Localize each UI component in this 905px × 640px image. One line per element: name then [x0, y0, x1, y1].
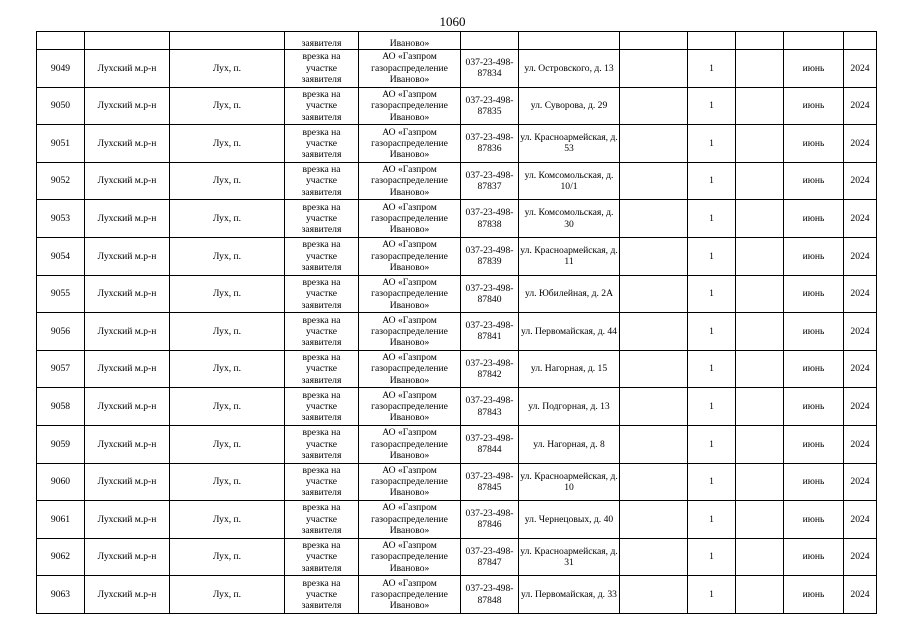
cell-district: Лухский м.р-н — [85, 162, 170, 200]
cell-work-type: врезка на участке заявителя — [285, 162, 359, 200]
cell-year: 2024 — [844, 576, 877, 614]
table-row — [37, 162, 877, 200]
cell-organization: АО «Газпром газораспределение Иваново» — [359, 501, 461, 539]
cell-address: ул. Красноармейская, д. 31 — [519, 538, 620, 576]
cell-empty-1 — [620, 237, 688, 275]
cell-settlement: Лух, п. — [170, 425, 285, 463]
cell-work-type: врезка на участке заявителя — [285, 501, 359, 539]
cell-year: 2024 — [844, 425, 877, 463]
cell-num: 9055 — [37, 275, 85, 313]
cell-settlement: Лух, п. — [170, 350, 285, 388]
cell-qty: 1 — [688, 576, 736, 614]
cell-num: 9056 — [37, 313, 85, 351]
cell-work-type: заявителя — [285, 32, 359, 50]
cell-empty-1 — [620, 425, 688, 463]
cell-empty-1 — [620, 50, 688, 88]
cell-month: июнь — [784, 237, 844, 275]
cell-qty: 1 — [688, 350, 736, 388]
cell-qty: 1 — [688, 501, 736, 539]
cell-empty-1 — [620, 388, 688, 426]
cell-empty-2 — [736, 313, 784, 351]
table-row — [37, 463, 877, 501]
cell-address: ул. Первомайская, д. 44 — [519, 313, 620, 351]
cell-code: 037-23-498-87840 — [461, 275, 519, 313]
table-row — [37, 350, 877, 388]
table-row — [37, 275, 877, 313]
cell-work-type: врезка на участке заявителя — [285, 125, 359, 163]
cell-district: Лухский м.р-н — [85, 275, 170, 313]
cell-year — [844, 32, 877, 50]
cell-year: 2024 — [844, 125, 877, 163]
cell-address: ул. Комсомольская, д. 30 — [519, 200, 620, 238]
cell-empty-1 — [620, 350, 688, 388]
cell-work-type: врезка на участке заявителя — [285, 388, 359, 426]
cell-qty: 1 — [688, 275, 736, 313]
cell-organization: АО «Газпром газораспределение Иваново» — [359, 576, 461, 614]
cell-empty-1 — [620, 576, 688, 614]
cell-empty-2 — [736, 87, 784, 125]
cell-qty: 1 — [688, 388, 736, 426]
cell-empty-2 — [736, 275, 784, 313]
cell-empty-1 — [620, 538, 688, 576]
cell-organization: АО «Газпром газораспределение Иваново» — [359, 538, 461, 576]
cell-settlement: Лух, п. — [170, 576, 285, 614]
cell-month — [784, 32, 844, 50]
cell-year: 2024 — [844, 162, 877, 200]
cell-address: ул. Красноармейская, д. 10 — [519, 463, 620, 501]
cell-year: 2024 — [844, 50, 877, 88]
cell-month: июнь — [784, 538, 844, 576]
table-row — [37, 50, 877, 88]
cell-month: июнь — [784, 425, 844, 463]
gas-connection-table — [36, 31, 877, 614]
cell-month: июнь — [784, 87, 844, 125]
cell-settlement: Лух, п. — [170, 125, 285, 163]
cell-num: 9052 — [37, 162, 85, 200]
table-row — [37, 576, 877, 614]
cell-num: 9063 — [37, 576, 85, 614]
cell-organization: АО «Газпром газораспределение Иваново» — [359, 200, 461, 238]
cell-code: 037-23-498-87838 — [461, 200, 519, 238]
cell-code: 037-23-498-87847 — [461, 538, 519, 576]
cell-num: 9061 — [37, 501, 85, 539]
cell-settlement: Лух, п. — [170, 501, 285, 539]
cell-qty: 1 — [688, 200, 736, 238]
cell-num: 9054 — [37, 237, 85, 275]
table-row — [37, 87, 877, 125]
cell-work-type: врезка на участке заявителя — [285, 200, 359, 238]
cell-address: ул. Комсомольская, д. 10/1 — [519, 162, 620, 200]
cell-district: Лухский м.р-н — [85, 313, 170, 351]
table-row — [37, 425, 877, 463]
cell-organization: АО «Газпром газораспределение Иваново» — [359, 87, 461, 125]
cell-month: июнь — [784, 313, 844, 351]
cell-settlement: Лух, п. — [170, 463, 285, 501]
cell-district: Лухский м.р-н — [85, 200, 170, 238]
cell-year: 2024 — [844, 388, 877, 426]
table-body — [37, 32, 877, 614]
cell-organization: АО «Газпром газораспределение Иваново» — [359, 162, 461, 200]
cell-district: Лухский м.р-н — [85, 425, 170, 463]
cell-code: 037-23-498-87835 — [461, 87, 519, 125]
cell-work-type: врезка на участке заявителя — [285, 313, 359, 351]
cell-address — [519, 32, 620, 50]
cell-num: 9057 — [37, 350, 85, 388]
cell-empty-2 — [736, 425, 784, 463]
cell-work-type: врезка на участке заявителя — [285, 87, 359, 125]
cell-month: июнь — [784, 576, 844, 614]
cell-year: 2024 — [844, 501, 877, 539]
cell-address: ул. Красноармейская, д. 11 — [519, 237, 620, 275]
cell-num: 9058 — [37, 388, 85, 426]
cell-work-type: врезка на участке заявителя — [285, 463, 359, 501]
cell-qty: 1 — [688, 425, 736, 463]
cell-address: ул. Красноармейская, д. 53 — [519, 125, 620, 163]
cell-district: Лухский м.р-н — [85, 538, 170, 576]
cell-address: ул. Первомайская, д. 33 — [519, 576, 620, 614]
cell-work-type: врезка на участке заявителя — [285, 538, 359, 576]
cell-qty: 1 — [688, 237, 736, 275]
cell-address: ул. Чернецовых, д. 40 — [519, 501, 620, 539]
cell-district — [85, 32, 170, 50]
cell-organization: АО «Газпром газораспределение Иваново» — [359, 50, 461, 88]
cell-settlement: Лух, п. — [170, 200, 285, 238]
cell-district: Лухский м.р-н — [85, 87, 170, 125]
cell-month: июнь — [784, 275, 844, 313]
cell-qty: 1 — [688, 538, 736, 576]
cell-address: ул. Юбилейная, д. 2А — [519, 275, 620, 313]
cell-empty-1 — [620, 275, 688, 313]
cell-month: июнь — [784, 388, 844, 426]
cell-year: 2024 — [844, 275, 877, 313]
table-row — [37, 538, 877, 576]
cell-address: ул. Нагорная, д. 8 — [519, 425, 620, 463]
table-row — [37, 388, 877, 426]
cell-organization: АО «Газпром газораспределение Иваново» — [359, 125, 461, 163]
cell-district: Лухский м.р-н — [85, 125, 170, 163]
cell-empty-2 — [736, 388, 784, 426]
table-row — [37, 200, 877, 238]
cell-address: ул. Подгорная, д. 13 — [519, 388, 620, 426]
cell-address: ул. Нагорная, д. 15 — [519, 350, 620, 388]
cell-organization: АО «Газпром газораспределение Иваново» — [359, 463, 461, 501]
cell-num: 9050 — [37, 87, 85, 125]
cell-num: 9060 — [37, 463, 85, 501]
cell-code: 037-23-498-87845 — [461, 463, 519, 501]
table-row — [37, 125, 877, 163]
cell-settlement: Лух, п. — [170, 87, 285, 125]
cell-empty-2 — [736, 463, 784, 501]
cell-address: ул. Суворова, д. 29 — [519, 87, 620, 125]
cell-settlement: Лух, п. — [170, 388, 285, 426]
cell-qty: 1 — [688, 162, 736, 200]
cell-month: июнь — [784, 350, 844, 388]
cell-organization: АО «Газпром газораспределение Иваново» — [359, 350, 461, 388]
cell-district: Лухский м.р-н — [85, 237, 170, 275]
cell-empty-2 — [736, 350, 784, 388]
cell-empty-1 — [620, 125, 688, 163]
cell-empty-2 — [736, 200, 784, 238]
cell-work-type: врезка на участке заявителя — [285, 50, 359, 88]
cell-code: 037-23-498-87843 — [461, 388, 519, 426]
cell-organization: АО «Газпром газораспределение Иваново» — [359, 313, 461, 351]
cell-code: 037-23-498-87839 — [461, 237, 519, 275]
table-row — [37, 313, 877, 351]
cell-empty-2 — [736, 538, 784, 576]
table-row — [37, 501, 877, 539]
cell-organization: АО «Газпром газораспределение Иваново» — [359, 388, 461, 426]
continued-row — [37, 32, 877, 50]
cell-month: июнь — [784, 50, 844, 88]
cell-year: 2024 — [844, 87, 877, 125]
cell-qty — [688, 32, 736, 50]
cell-settlement: Лух, п. — [170, 313, 285, 351]
cell-num — [37, 32, 85, 50]
cell-month: июнь — [784, 125, 844, 163]
cell-settlement: Лух, п. — [170, 237, 285, 275]
cell-year: 2024 — [844, 237, 877, 275]
cell-month: июнь — [784, 501, 844, 539]
cell-empty-1 — [620, 87, 688, 125]
cell-work-type: врезка на участке заявителя — [285, 350, 359, 388]
cell-code: 037-23-498-87848 — [461, 576, 519, 614]
cell-num: 9051 — [37, 125, 85, 163]
cell-month: июнь — [784, 162, 844, 200]
cell-qty: 1 — [688, 125, 736, 163]
cell-code — [461, 32, 519, 50]
cell-empty-1 — [620, 162, 688, 200]
cell-empty-2 — [736, 50, 784, 88]
cell-district: Лухский м.р-н — [85, 50, 170, 88]
cell-empty-2 — [736, 32, 784, 50]
cell-empty-2 — [736, 237, 784, 275]
cell-qty: 1 — [688, 463, 736, 501]
cell-code: 037-23-498-87834 — [461, 50, 519, 88]
cell-organization: АО «Газпром газораспределение Иваново» — [359, 237, 461, 275]
cell-month: июнь — [784, 200, 844, 238]
cell-district: Лухский м.р-н — [85, 388, 170, 426]
cell-year: 2024 — [844, 463, 877, 501]
cell-empty-1 — [620, 32, 688, 50]
cell-code: 037-23-498-87837 — [461, 162, 519, 200]
cell-address: ул. Островского, д. 13 — [519, 50, 620, 88]
cell-empty-2 — [736, 162, 784, 200]
cell-empty-2 — [736, 576, 784, 614]
cell-year: 2024 — [844, 200, 877, 238]
cell-qty: 1 — [688, 50, 736, 88]
cell-code: 037-23-498-87836 — [461, 125, 519, 163]
cell-empty-2 — [736, 125, 784, 163]
cell-work-type: врезка на участке заявителя — [285, 425, 359, 463]
cell-num: 9059 — [37, 425, 85, 463]
cell-empty-1 — [620, 463, 688, 501]
cell-empty-1 — [620, 313, 688, 351]
cell-empty-1 — [620, 200, 688, 238]
table-row — [37, 237, 877, 275]
cell-organization: АО «Газпром газораспределение Иваново» — [359, 425, 461, 463]
cell-organization: АО «Газпром газораспределение Иваново» — [359, 275, 461, 313]
cell-month: июнь — [784, 463, 844, 501]
cell-num: 9062 — [37, 538, 85, 576]
cell-organization: Иваново» — [359, 32, 461, 50]
cell-settlement: Лух, п. — [170, 50, 285, 88]
cell-district: Лухский м.р-н — [85, 576, 170, 614]
cell-settlement — [170, 32, 285, 50]
cell-year: 2024 — [844, 313, 877, 351]
cell-empty-1 — [620, 501, 688, 539]
cell-work-type: врезка на участке заявителя — [285, 576, 359, 614]
cell-district: Лухский м.р-н — [85, 463, 170, 501]
page-number: 1060 — [439, 14, 466, 29]
cell-district: Лухский м.р-н — [85, 350, 170, 388]
cell-qty: 1 — [688, 87, 736, 125]
cell-code: 037-23-498-87844 — [461, 425, 519, 463]
cell-code: 037-23-498-87842 — [461, 350, 519, 388]
cell-year: 2024 — [844, 350, 877, 388]
cell-empty-2 — [736, 501, 784, 539]
cell-work-type: врезка на участке заявителя — [285, 237, 359, 275]
cell-num: 9053 — [37, 200, 85, 238]
cell-qty: 1 — [688, 313, 736, 351]
cell-settlement: Лух, п. — [170, 275, 285, 313]
cell-work-type: врезка на участке заявителя — [285, 275, 359, 313]
cell-num: 9049 — [37, 50, 85, 88]
cell-code: 037-23-498-87846 — [461, 501, 519, 539]
cell-year: 2024 — [844, 538, 877, 576]
cell-code: 037-23-498-87841 — [461, 313, 519, 351]
cell-settlement: Лух, п. — [170, 538, 285, 576]
cell-district: Лухский м.р-н — [85, 501, 170, 539]
cell-settlement: Лух, п. — [170, 162, 285, 200]
